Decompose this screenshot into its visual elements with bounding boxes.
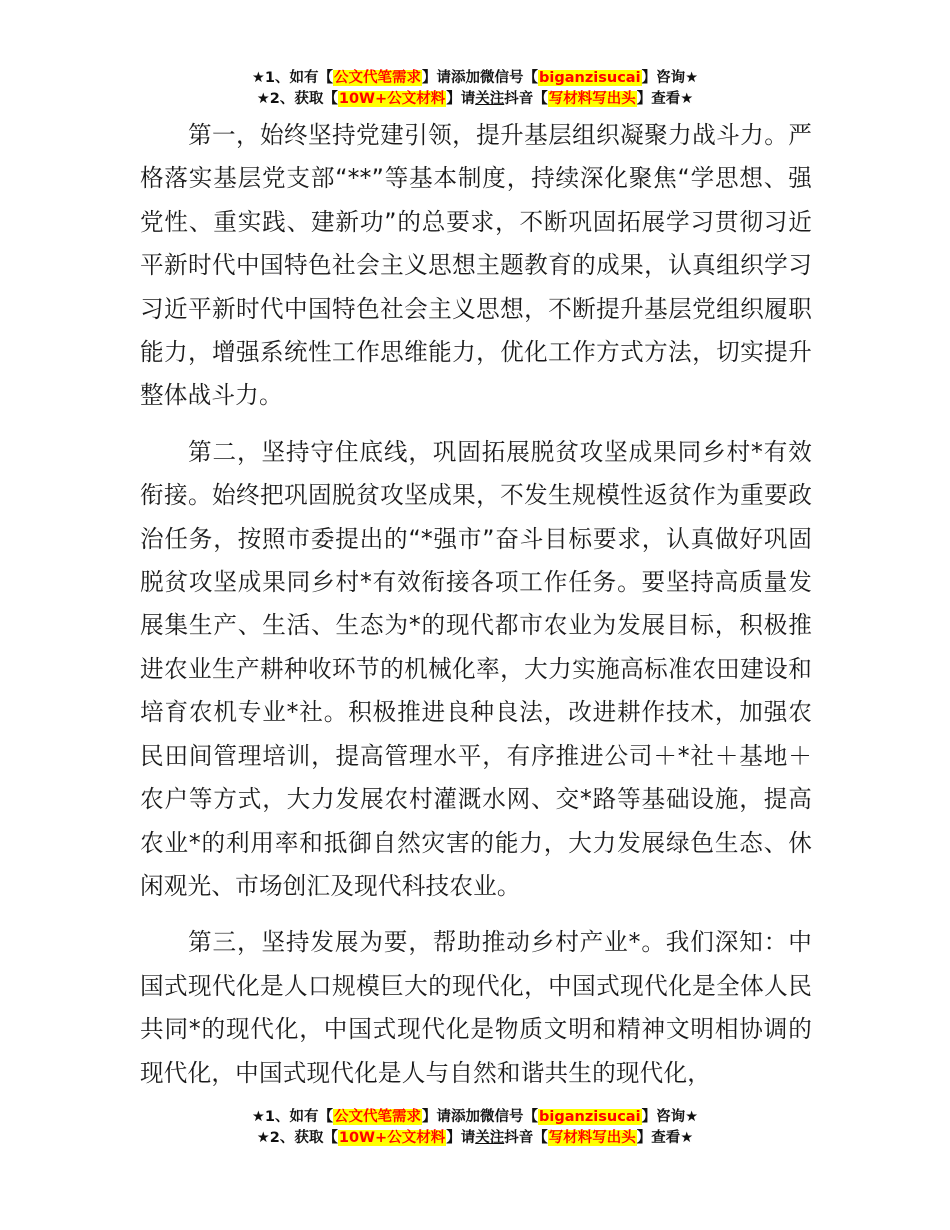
highlight-wechat-id: biganzisucai bbox=[539, 1109, 641, 1125]
header-banner-line-2 bbox=[0, 89, 950, 110]
highlight-wechat-id: biganzisucai bbox=[539, 70, 641, 86]
banner-text: 】请添加微信号【 bbox=[422, 70, 539, 86]
banner-text: 抖音【 bbox=[504, 1130, 548, 1146]
banner-text: 】咨询★ bbox=[641, 70, 699, 86]
highlight-materials: 10W+公文材料 bbox=[338, 91, 446, 107]
banner-text: 抖音【 bbox=[504, 91, 548, 107]
banner-text: 】查看★ bbox=[636, 91, 694, 107]
paragraph-3: 第三，坚持发展为要，帮助推动乡村产业*。我们深知：中国式现代化是人口规模巨大的现代化，中国式现代化是全体人民共同*的现代化，中国式现代化是物质文明和精神文明相协调的现代化，中国式现代化是人与自然和谐共生的现代化， bbox=[140, 928, 812, 1087]
banner-text: 】请 bbox=[446, 1130, 476, 1146]
paragraph-2: 第二，坚持守住底线，巩固拓展脱贫攻坚成果同乡村*有效衔接。始终把巩固脱贫攻坚成果，不发生规模性返贫作为重要政治任务，按照市委提出的“*强市”奋斗目标要求，认真做好巩固脱贫攻坚成果同乡村*有效衔接各项工作任务。要坚持高质量发展集生产、生活、生态为*的现代都市农业为发展目标，积极推进农业生产耕种收环节的机械化率，大力实施高标准农田建设和培育农机专业*社。积极推进良种良法，改进耕作技术，加强农民田间管理培训，提高管理水平，有序推进公司＋*社＋基地＋农户等方式，大力发展农村灌溉水网、交*路等基础设施，提高农业*的利用率和抵御自然灾害的能力，大力发展绿色生态、休闲观光、市场创汇及现代科技农业。 bbox=[140, 437, 812, 900]
banner-text: 】请 bbox=[446, 91, 476, 107]
highlight-douyin-account: 写材料写出头 bbox=[548, 91, 636, 107]
footer-banner bbox=[0, 1107, 950, 1149]
header-banner-line-1 bbox=[0, 68, 950, 89]
highlight-materials: 10W+公文材料 bbox=[338, 1130, 446, 1146]
underlined-follow: 关注 bbox=[475, 91, 505, 107]
underlined-follow: 关注 bbox=[475, 1130, 505, 1146]
footer-banner-line-1 bbox=[0, 1107, 950, 1128]
banner-text: ★2、获取【 bbox=[256, 91, 338, 107]
banner-text: ★2、获取【 bbox=[256, 1130, 338, 1146]
header-banner bbox=[0, 68, 950, 110]
highlight-ghostwriting: 公文代笔需求 bbox=[334, 1109, 422, 1125]
highlight-douyin-account: 写材料写出头 bbox=[548, 1130, 636, 1146]
banner-text: 】查看★ bbox=[636, 1130, 694, 1146]
highlight-ghostwriting: 公文代笔需求 bbox=[334, 70, 422, 86]
paragraph-1: 第一，始终坚持党建引领，提升基层组织凝聚力战斗力。严格落实基层党支部“**”等基本制度，持续深化聚焦“学思想、强党性、重实践、建新功”的总要求，不断巩固拓展学习贯彻习近平新时代中国特色社会主义思想主题教育的成果，认真组织学习习近平新时代中国特色社会主义思想，不断提升基层党组织履职能力，增强系统性工作思维能力，优化工作方式方法，切实提升整体战斗力。 bbox=[140, 121, 812, 410]
banner-text: 】请添加微信号【 bbox=[422, 1109, 539, 1125]
banner-text: 】咨询★ bbox=[641, 1109, 699, 1125]
banner-text: ★1、如有【 bbox=[251, 1109, 334, 1125]
document-body bbox=[140, 114, 812, 1095]
banner-text: ★1、如有【 bbox=[251, 70, 334, 86]
footer-banner-line-2 bbox=[0, 1128, 950, 1149]
